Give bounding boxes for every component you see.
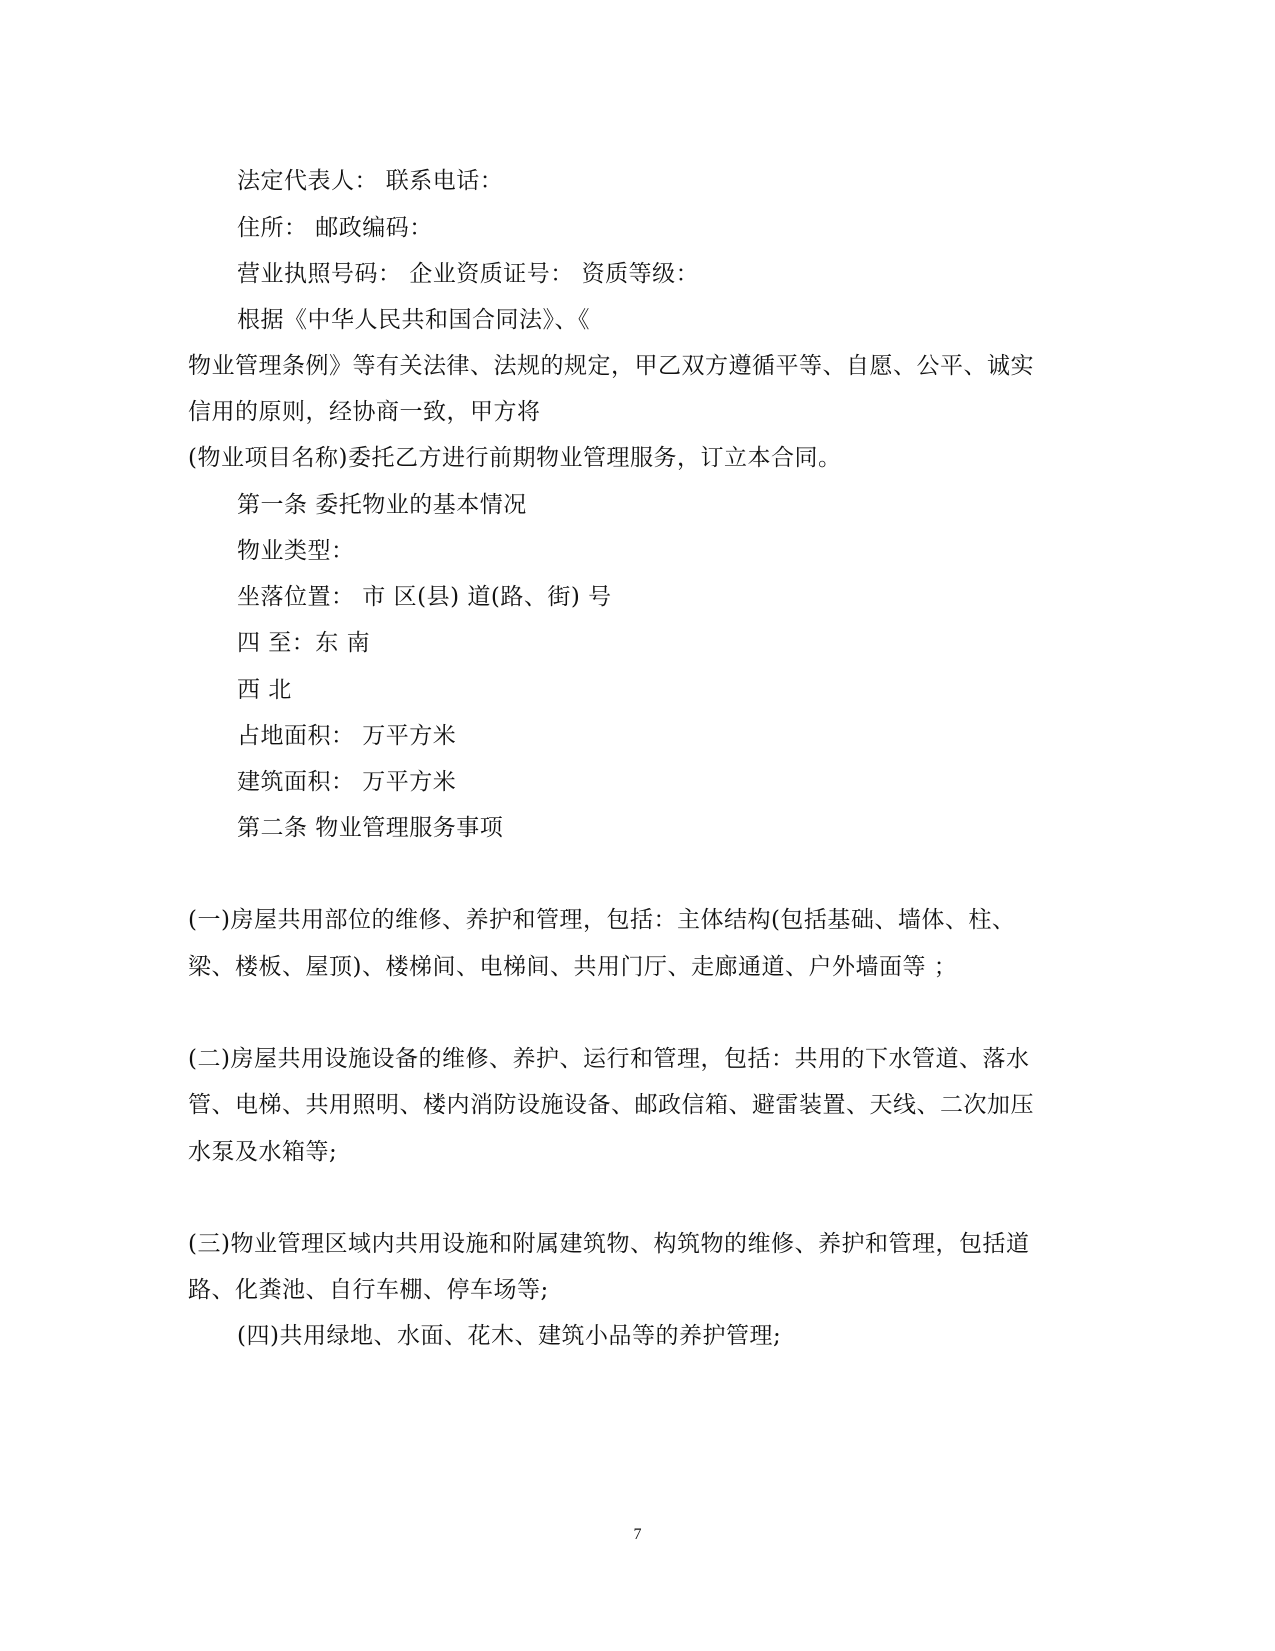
boundaries-line: 四 至：东 南 <box>237 630 371 656</box>
list-item-line: (四)共用绿地、水面、花木、建筑小品等的养护管理; <box>237 1323 782 1349</box>
article-heading: 第二条 物业管理服务事项 <box>237 815 504 841</box>
representative-line: 法定代表人： 联系电话： <box>237 168 504 194</box>
page-number: 7 <box>633 1526 642 1543</box>
license-line: 营业执照号码： 企业资质证号： 资质等级： <box>237 261 700 287</box>
paragraph-line: (物业项目名称)委托乙方进行前期物业管理服务，订立本合同。 <box>188 445 842 471</box>
list-item-line: (一)房屋共用部位的维修、养护和管理，包括：主体结构(包括基础、墙体、柱、 <box>188 907 1016 933</box>
paragraph-line: 物业管理条例》等有关法律、法规的规定，甲乙双方遵循平等、自愿、公平、诚实 <box>188 353 1034 379</box>
address-line: 住所： 邮政编码： <box>237 215 433 241</box>
property-type-line: 物业类型： <box>237 538 355 564</box>
land-area-line: 占地面积： 万平方米 <box>237 723 457 749</box>
list-item-line: (二)房屋共用设施设备的维修、养护、运行和管理，包括：共用的下水管道、落水 <box>188 1046 1030 1072</box>
building-area-line: 建筑面积： 万平方米 <box>237 769 457 795</box>
list-item-line: 水泵及水箱等; <box>188 1139 338 1165</box>
location-line: 坐落位置： 市 区(县) 道(路、街) 号 <box>237 584 612 610</box>
list-item-line: 管、电梯、共用照明、楼内消防设施设备、邮政信箱、避雷装置、天线、二次加压 <box>188 1092 1034 1118</box>
list-item-line: 路、化粪池、自行车棚、停车场等; <box>188 1277 549 1303</box>
list-item-line: (三)物业管理区域内共用设施和附属建筑物、构筑物的维修、养护和管理，包括道 <box>188 1231 1030 1257</box>
paragraph-line: 根据《中华人民共和国合同法》、《 <box>237 307 590 333</box>
list-item-line: 梁、楼板、屋顶)、楼梯间、电梯间、共用门厅、走廊通道、户外墙面等 ； <box>188 954 958 980</box>
boundaries-line: 西 北 <box>237 677 292 703</box>
paragraph-line: 信用的原则，经协商一致，甲方将 <box>188 399 541 425</box>
article-heading: 第一条 委托物业的基本情况 <box>237 492 527 518</box>
